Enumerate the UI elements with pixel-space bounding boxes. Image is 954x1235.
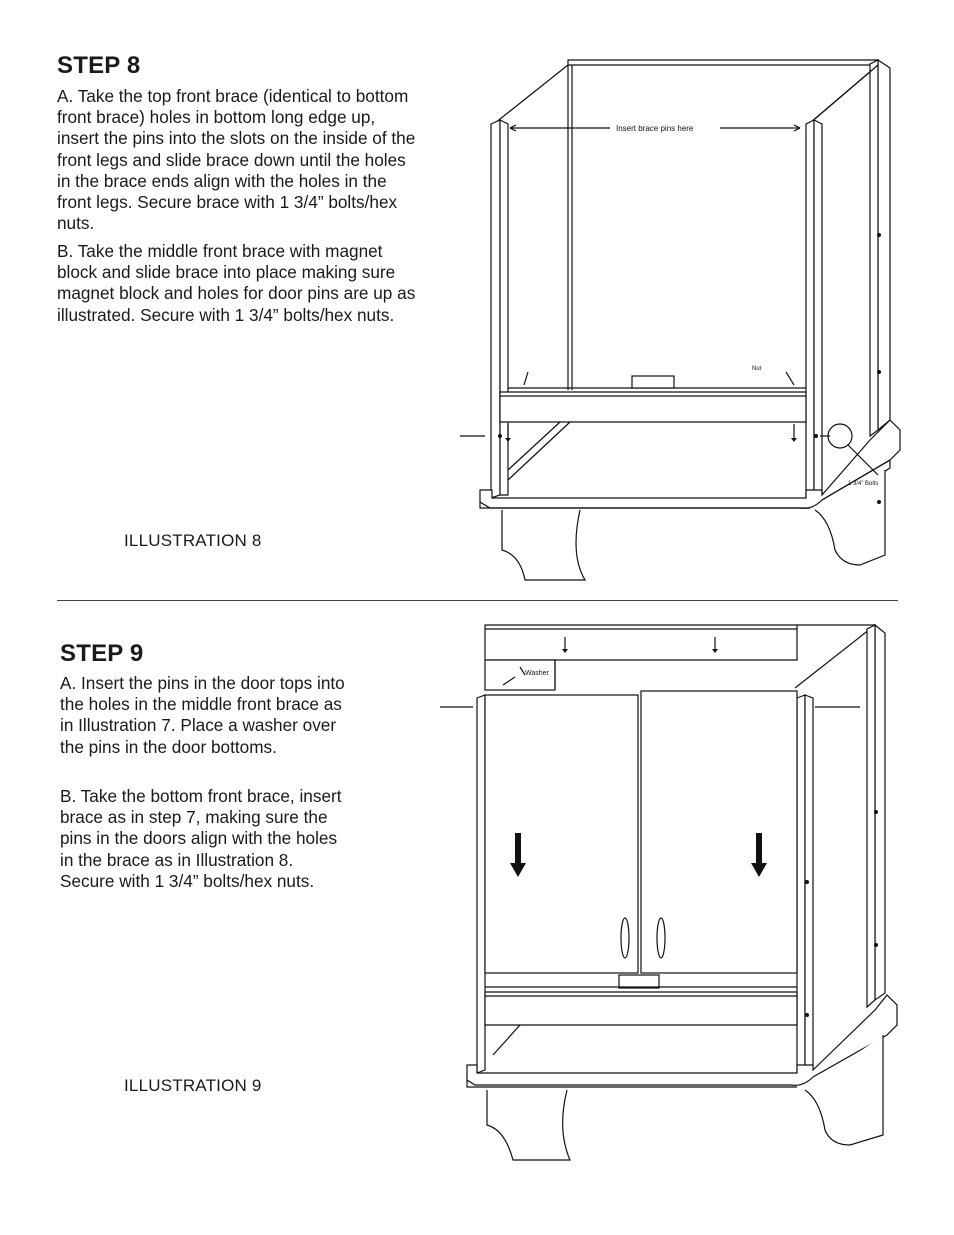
step9-paragraph-b: B. Take the bottom front brace, insert brace as in step 7, making sure the pins in the doors align with the holes in the brace as in Illustration 8. Secure with 1 3/4” bolts/hex nuts. [60, 786, 342, 891]
illustration9-caption: ILLUSTRATION 9 [124, 1076, 262, 1095]
nut-label: Nut [752, 366, 762, 372]
illustration-9 [435, 615, 905, 1175]
bolts-label: 1 3/4” Bolts [848, 481, 879, 487]
washer-label: Washer [525, 670, 549, 677]
step8-paragraph-b: B. Take the middle front brace with magnet block and slide brace into place making sure magnet block and holes for door pins are up as illustrated. Secure with 1 3/4” bolts/hex nuts. [57, 241, 416, 325]
step9-title: STEP 9 [60, 640, 144, 667]
step8-title: STEP 8 [57, 52, 141, 79]
step8-paragraph-a: A. Take the top front brace (identical to bottom front brace) holes in bottom long edge up, insert the pins into the slots on the inside of the front legs and slide brace down until the holes in the brace ends align with the holes in the front legs. Secure brace with 1 3/4” bolts/hex nuts. [57, 86, 416, 234]
illustration8-caption: ILLUSTRATION 8 [124, 531, 262, 550]
insert-brace-pins-label: Insert brace pins here [616, 124, 694, 133]
illustration-8 [450, 50, 910, 595]
section-divider [57, 600, 898, 601]
step9-paragraph-a: A. Insert the pins in the door tops into the holes in the middle front brace as in Illustration 7. Place a washer over the pins in the door bottoms. [60, 673, 345, 757]
